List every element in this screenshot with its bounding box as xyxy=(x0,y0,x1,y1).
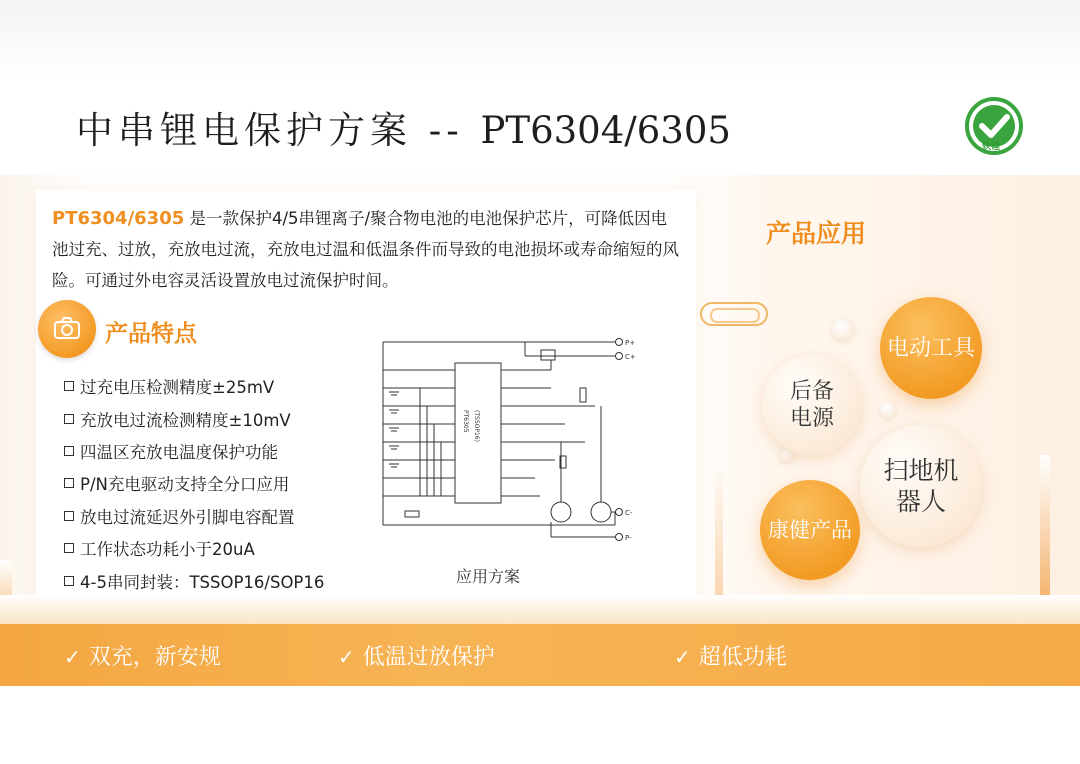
feature-item xyxy=(64,467,324,499)
bullet-square-icon xyxy=(64,414,74,424)
feature-item xyxy=(64,500,324,532)
app-label: 后备电源 xyxy=(789,379,834,431)
feature-item xyxy=(64,435,324,467)
feature-item xyxy=(64,564,324,596)
bullet-square-icon xyxy=(64,543,74,553)
camera-icon xyxy=(53,316,81,340)
schematic-package-label: (TSSOP16) xyxy=(473,410,480,442)
bullet-square-icon xyxy=(64,511,74,521)
app-bubble-backup-power xyxy=(762,355,862,455)
app-label: 电动工具 xyxy=(886,335,975,361)
highlight-text: 双充，新安规 xyxy=(88,645,221,670)
feature-text: 放电过流延迟外引脚电容配置 xyxy=(80,507,295,527)
paperclip-icon xyxy=(700,302,768,326)
application-schematic xyxy=(365,330,655,545)
bullet-square-icon xyxy=(64,576,74,586)
feature-item xyxy=(64,532,324,564)
feature-text: 四温区充放电温度保护功能 xyxy=(80,442,278,462)
feature-item xyxy=(64,402,324,434)
feature-text: 4-5串同封装：TSSOP16/SOP16 xyxy=(80,572,325,592)
feature-text: 充放电过流检测精度±10mV xyxy=(80,410,291,430)
intro-text: 是一款保护4/5串锂离子/聚合物电池的电池保护芯片，可降低因电池过充、过放，充放电过流，充放电过温和低温条件而导致的电池损坏或寿命缩短的风险。可通过外电容灵活设置放电过流保护时间。 xyxy=(52,209,679,290)
terminal-label: P- xyxy=(625,534,632,542)
title-cn: 中串锂电保护方案 xyxy=(76,109,412,152)
band-fade xyxy=(0,595,1080,625)
decor-dot xyxy=(880,402,896,418)
intro-paragraph xyxy=(52,203,682,296)
schematic-chip-label: PT6305 xyxy=(462,410,469,433)
top-fade xyxy=(0,0,1080,80)
terminal-label: P+ xyxy=(625,339,636,347)
app-label: 扫地机器人 xyxy=(883,456,959,516)
decor-stripe xyxy=(1040,455,1050,605)
feature-text: 过充电压检测精度±25mV xyxy=(80,378,275,398)
bullet-square-icon xyxy=(64,478,74,488)
bullet-square-icon xyxy=(64,446,74,456)
app-bubble-robot-vacuum xyxy=(860,425,982,547)
bullet-square-icon xyxy=(64,381,74,391)
app-bubble-health-products xyxy=(760,480,860,580)
app-label: 康健产品 xyxy=(768,517,852,542)
logo-caption: 铁锂 xyxy=(982,142,1001,152)
highlight-item xyxy=(64,640,221,671)
highlight-text: 低温过放保护 xyxy=(362,645,495,670)
camera-badge xyxy=(38,300,96,358)
terminal-label: C- xyxy=(625,509,633,517)
feature-list xyxy=(64,370,324,597)
applications-heading: 产品应用 xyxy=(766,219,867,248)
feature-text: P/N充电驱动支持全分口应用 xyxy=(80,475,290,495)
terminal-label: C+ xyxy=(625,353,636,361)
checkmark-icon: ✓ xyxy=(64,645,81,669)
schematic-caption: 应用方案 xyxy=(456,567,521,586)
title-model: PT6304/6305 xyxy=(480,109,731,152)
checkmark-icon: ✓ xyxy=(338,645,355,669)
checkmark-icon: ✓ xyxy=(674,645,691,669)
feature-item xyxy=(64,370,324,402)
page-title xyxy=(76,100,731,154)
app-bubble-power-tools xyxy=(880,297,982,399)
decor-dot xyxy=(832,318,854,340)
intro-brand: PT6304/6305 xyxy=(52,208,185,229)
title-separator: -- xyxy=(412,109,481,152)
feature-text: 工作状态功耗小于20uA xyxy=(80,540,255,560)
highlight-item xyxy=(674,640,787,671)
features-heading: 产品特点 xyxy=(105,321,197,347)
decor-stripe xyxy=(715,455,723,605)
highlight-text: 超低功耗 xyxy=(698,645,787,670)
highlight-item xyxy=(338,640,495,671)
